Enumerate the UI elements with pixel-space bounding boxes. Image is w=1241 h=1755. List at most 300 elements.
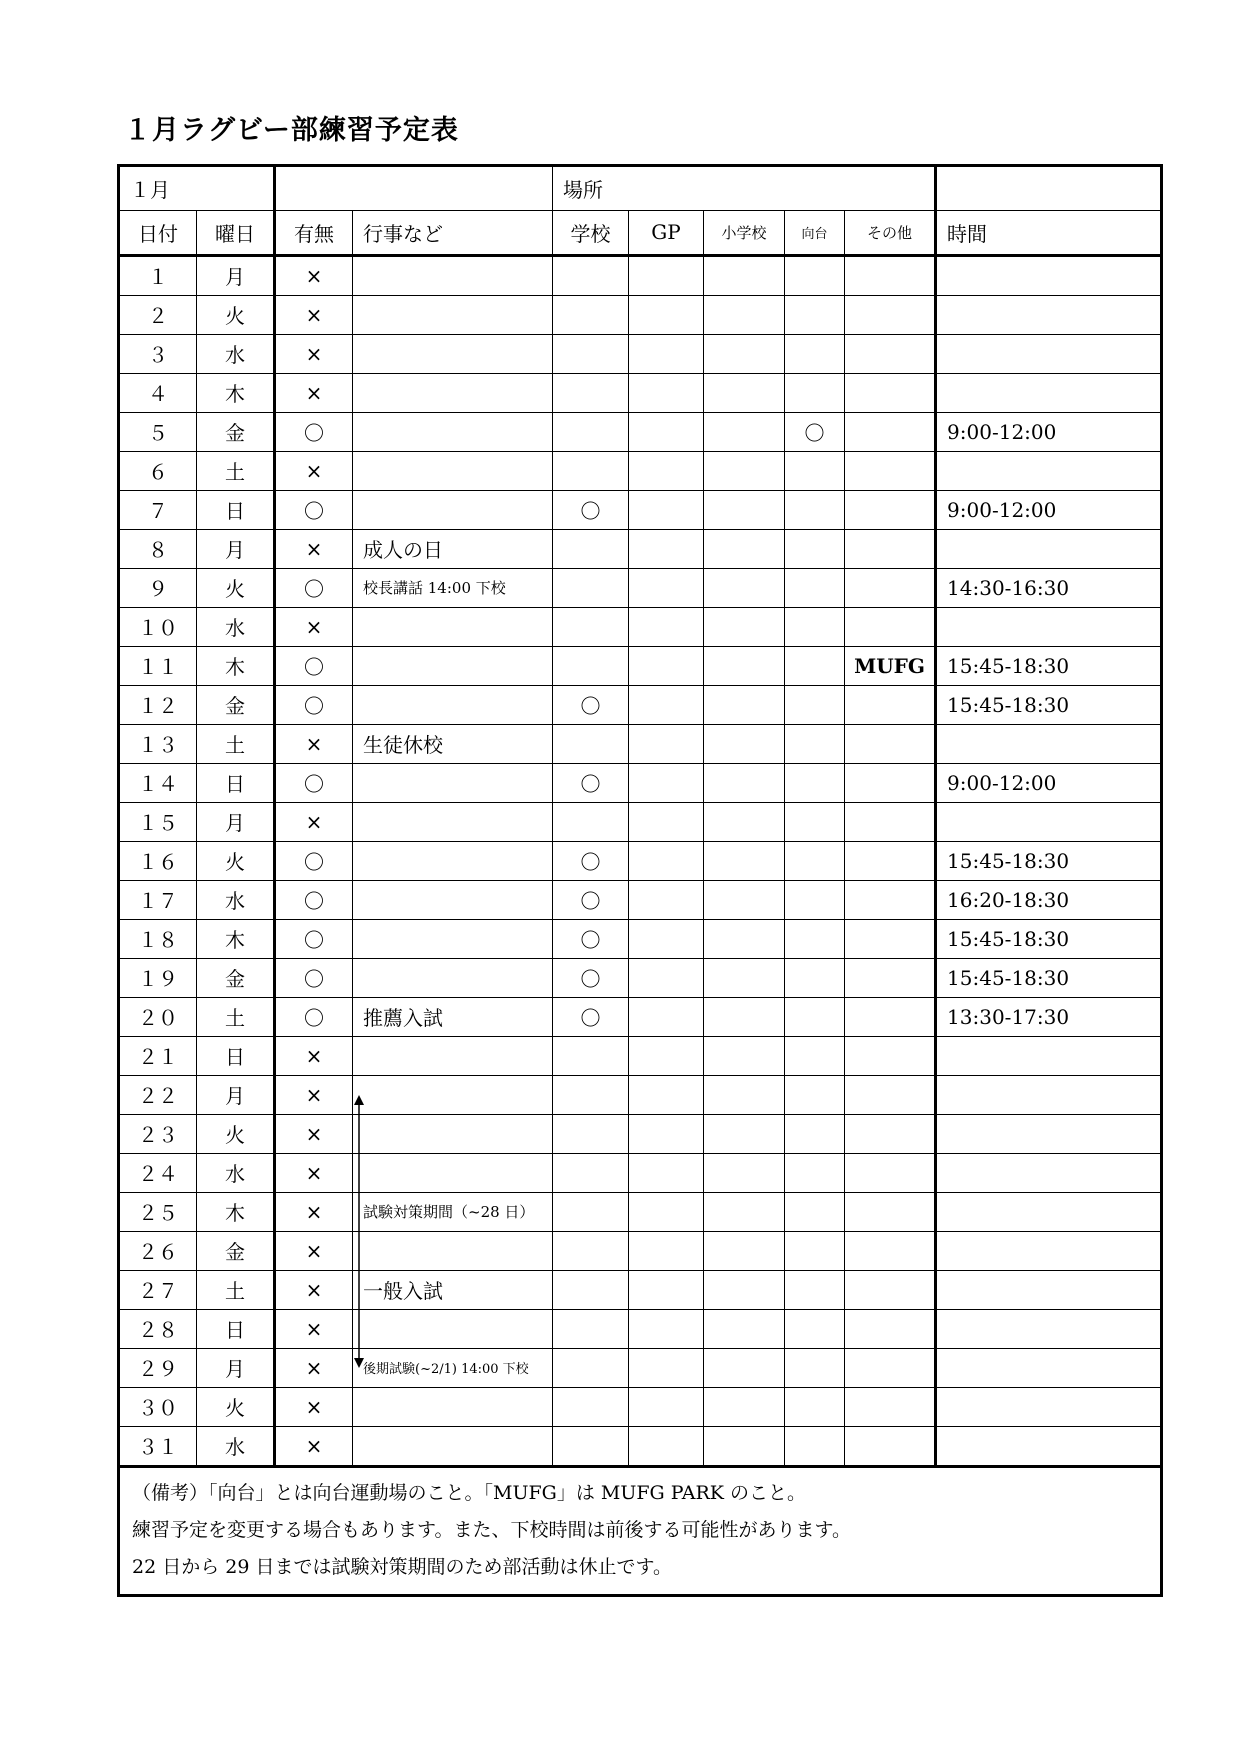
mukodai-cell [785,919,845,958]
schedule-row [119,724,1162,763]
availability-mark: × [275,802,353,841]
availability-mark: 〇 [275,919,353,958]
school-cell [553,1192,629,1231]
gp-cell [629,529,704,568]
other-cell [845,1426,936,1466]
school-cell [553,451,629,490]
schedule-row [119,997,1162,1036]
gp-cell [629,1114,704,1153]
dow-cell: 月 [197,255,275,295]
col-yn: 有無 [275,210,353,255]
time-cell [936,1036,1162,1075]
time-cell [936,1231,1162,1270]
elementary-cell [704,607,785,646]
mukodai-cell [785,1426,845,1466]
school-cell [553,1309,629,1348]
dow-cell: 水 [197,1153,275,1192]
date-cell: ９ [119,568,197,607]
school-cell [553,1153,629,1192]
date-cell: ３ [119,334,197,373]
date-cell: ２０ [119,997,197,1036]
mukodai-cell [785,1309,845,1348]
elementary-cell [704,412,785,451]
other-cell [845,958,936,997]
other-cell [845,724,936,763]
dow-cell: 月 [197,1348,275,1387]
event-cell [353,607,553,646]
time-cell [936,451,1162,490]
gp-cell [629,685,704,724]
time-cell [936,1270,1162,1309]
other-cell [845,802,936,841]
availability-mark: 〇 [275,958,353,997]
gp-cell [629,1426,704,1466]
schedule-row [119,685,1162,724]
school-cell [553,1348,629,1387]
school-cell [553,802,629,841]
date-cell: ２２ [119,1075,197,1114]
dow-cell: 月 [197,802,275,841]
schedule-row [119,490,1162,529]
availability-mark: × [275,1387,353,1426]
schedule-row [119,841,1162,880]
gp-cell [629,412,704,451]
event-cell: 成人の日 [353,529,553,568]
other-cell [845,490,936,529]
mukodai-cell [785,334,845,373]
dow-cell: 水 [197,880,275,919]
gp-cell [629,1036,704,1075]
mukodai-cell [785,802,845,841]
other-cell [845,1309,936,1348]
schedule-row [119,802,1162,841]
schedule-row [119,568,1162,607]
gp-cell [629,568,704,607]
school-cell: 〇 [553,880,629,919]
schedule-row [119,1153,1162,1192]
date-cell: ２７ [119,1270,197,1309]
date-cell: ３０ [119,1387,197,1426]
schedule-row [119,334,1162,373]
availability-mark: 〇 [275,412,353,451]
dow-cell: 水 [197,1426,275,1466]
gp-cell [629,1348,704,1387]
time-cell: 15:45-18:30 [936,919,1162,958]
date-cell: ７ [119,490,197,529]
date-cell: １１ [119,646,197,685]
time-cell [936,1114,1162,1153]
event-cell [353,490,553,529]
dow-cell: 火 [197,1387,275,1426]
availability-mark: 〇 [275,646,353,685]
time-cell [936,255,1162,295]
month-cell: １月 [119,166,275,211]
elementary-cell [704,1309,785,1348]
gp-cell [629,763,704,802]
other-cell [845,334,936,373]
event-cell [353,451,553,490]
col-event: 行事など [353,210,553,255]
event-cell [353,685,553,724]
date-cell: １８ [119,919,197,958]
mukodai-cell [785,763,845,802]
elementary-cell [704,568,785,607]
time-cell [936,1153,1162,1192]
time-cell: 9:00-12:00 [936,490,1162,529]
school-cell: 〇 [553,958,629,997]
elementary-cell [704,1114,785,1153]
gp-cell [629,880,704,919]
time-cell [936,334,1162,373]
time-cell: 14:30-16:30 [936,568,1162,607]
event-cell [353,919,553,958]
other-cell [845,1075,936,1114]
gp-cell [629,1309,704,1348]
gp-cell [629,451,704,490]
time-cell: 9:00-12:00 [936,412,1162,451]
gp-cell [629,997,704,1036]
mukodai-cell [785,724,845,763]
dow-cell: 金 [197,685,275,724]
event-cell: 推薦入試 [353,997,553,1036]
schedule-row [119,295,1162,334]
dow-cell: 金 [197,1231,275,1270]
date-cell: １５ [119,802,197,841]
availability-mark: 〇 [275,763,353,802]
other-cell [845,529,936,568]
schedule-row [119,1348,1162,1387]
availability-mark: × [275,1036,353,1075]
schedule-row [119,919,1162,958]
schedule-row [119,763,1162,802]
note-line: 練習予定を変更する場合もあります。また、下校時間は前後する可能性があります。 [132,1519,851,1542]
school-cell: 〇 [553,919,629,958]
other-cell [845,1231,936,1270]
school-cell [553,568,629,607]
event-cell [353,880,553,919]
dow-cell: 火 [197,1114,275,1153]
mukodai-cell [785,1075,845,1114]
other-cell [845,295,936,334]
mukodai-cell [785,1153,845,1192]
school-cell [553,529,629,568]
school-cell [553,646,629,685]
mukodai-cell [785,1114,845,1153]
dow-cell: 日 [197,1309,275,1348]
elementary-cell [704,880,785,919]
event-cell [353,1114,553,1153]
availability-mark: × [275,607,353,646]
availability-mark: × [275,295,353,334]
date-cell: ８ [119,529,197,568]
exam-period-arrow-icon [354,1095,364,1368]
school-cell [553,1426,629,1466]
time-cell: 9:00-12:00 [936,763,1162,802]
time-cell: 16:20-18:30 [936,880,1162,919]
dow-cell: 金 [197,958,275,997]
elementary-cell [704,1387,785,1426]
dow-cell: 日 [197,763,275,802]
date-cell: ２６ [119,1231,197,1270]
schedule-row [119,1309,1162,1348]
dow-cell: 土 [197,451,275,490]
event-cell [353,763,553,802]
col-date: 日付 [119,210,197,255]
other-cell [845,255,936,295]
availability-mark: × [275,1114,353,1153]
other-cell [845,1114,936,1153]
school-cell [553,1075,629,1114]
availability-mark: × [275,1426,353,1466]
gp-cell [629,255,704,295]
event-cell: 一般入試 [353,1270,553,1309]
school-cell: 〇 [553,841,629,880]
other-cell [845,412,936,451]
time-cell [936,802,1162,841]
elementary-cell [704,295,785,334]
gp-cell [629,724,704,763]
availability-mark: 〇 [275,997,353,1036]
blank-time-header [936,166,1162,211]
dow-cell: 土 [197,997,275,1036]
date-cell: ２３ [119,1114,197,1153]
practice-schedule-table [117,164,1163,1597]
time-cell [936,1309,1162,1348]
schedule-row [119,1036,1162,1075]
event-cell [353,802,553,841]
schedule-row [119,1231,1162,1270]
date-cell: ５ [119,412,197,451]
time-cell [936,1075,1162,1114]
schedule-row [119,529,1162,568]
date-cell: ２１ [119,1036,197,1075]
availability-mark: × [275,1192,353,1231]
other-cell [845,919,936,958]
event-cell [353,1426,553,1466]
schedule-row [119,880,1162,919]
gp-cell [629,1231,704,1270]
mukodai-cell [785,1348,845,1387]
gp-cell [629,919,704,958]
mukodai-cell [785,490,845,529]
event-cell: 校長講話 14:00 下校 [353,568,553,607]
dow-cell: 火 [197,568,275,607]
schedule-row [119,373,1162,412]
school-cell [553,1231,629,1270]
schedule-row [119,1192,1162,1231]
date-cell: ２５ [119,1192,197,1231]
gp-cell [629,1153,704,1192]
dow-cell: 日 [197,490,275,529]
mukodai-cell [785,685,845,724]
school-cell [553,373,629,412]
gp-cell [629,334,704,373]
school-cell [553,412,629,451]
date-cell: ２９ [119,1348,197,1387]
schedule-row [119,412,1162,451]
col-elementary: 小学校 [704,210,785,255]
event-cell: 後期試験(~2/1) 14:00 下校 [353,1348,553,1387]
col-mukodai: 向台 [785,210,845,255]
elementary-cell [704,919,785,958]
dow-cell: 月 [197,529,275,568]
time-cell [936,295,1162,334]
other-cell [845,373,936,412]
schedule-row [119,1387,1162,1426]
school-cell [553,607,629,646]
other-cell [845,997,936,1036]
availability-mark: 〇 [275,880,353,919]
event-cell [353,412,553,451]
date-cell: １０ [119,607,197,646]
mukodai-cell [785,295,845,334]
dow-cell: 水 [197,334,275,373]
elementary-cell [704,802,785,841]
schedule-row [119,607,1162,646]
date-cell: ３１ [119,1426,197,1466]
event-cell [353,1036,553,1075]
gp-cell [629,802,704,841]
availability-mark: 〇 [275,568,353,607]
school-cell: 〇 [553,763,629,802]
col-time: 時間 [936,210,1162,255]
time-cell: 15:45-18:30 [936,958,1162,997]
col-dow: 曜日 [197,210,275,255]
page-title: １月ラグビー部練習予定表 [124,115,459,146]
date-cell: １７ [119,880,197,919]
header-row-columns [119,210,1162,255]
other-cell [845,568,936,607]
mukodai-cell [785,1036,845,1075]
other-cell [845,1270,936,1309]
schedule-row [119,255,1162,295]
event-cell [353,1153,553,1192]
school-cell [553,1270,629,1309]
mukodai-cell [785,568,845,607]
elementary-cell [704,490,785,529]
school-cell [553,1387,629,1426]
availability-mark: 〇 [275,685,353,724]
gp-cell [629,607,704,646]
dow-cell: 日 [197,1036,275,1075]
other-cell [845,1387,936,1426]
col-gp: GP [629,210,704,255]
elementary-cell [704,1036,785,1075]
mukodai-cell [785,373,845,412]
gp-cell [629,958,704,997]
time-cell: 13:30-17:30 [936,997,1162,1036]
event-cell [353,1231,553,1270]
schedule-row [119,646,1162,685]
schedule-row [119,958,1162,997]
event-cell [353,646,553,685]
elementary-cell [704,1270,785,1309]
school-cell [553,295,629,334]
date-cell: １４ [119,763,197,802]
dow-cell: 木 [197,646,275,685]
school-cell [553,334,629,373]
elementary-cell [704,373,785,412]
other-cell [845,841,936,880]
school-cell [553,255,629,295]
gp-cell [629,1075,704,1114]
date-cell: １６ [119,841,197,880]
dow-cell: 火 [197,295,275,334]
schedule-row [119,451,1162,490]
time-cell: 15:45-18:30 [936,646,1162,685]
elementary-cell [704,1153,785,1192]
availability-mark: × [275,1270,353,1309]
elementary-cell [704,841,785,880]
col-other: その他 [845,210,936,255]
availability-mark: × [275,1348,353,1387]
other-cell [845,685,936,724]
availability-mark: × [275,724,353,763]
time-cell [936,1192,1162,1231]
school-cell: 〇 [553,490,629,529]
mukodai-cell [785,529,845,568]
elementary-cell [704,763,785,802]
gp-cell [629,1192,704,1231]
availability-mark: × [275,1153,353,1192]
col-school: 学校 [553,210,629,255]
note-line: 22 日から 29 日までは試験対策期間のため部活動は休止です。 [132,1556,672,1579]
mukodai-cell [785,1231,845,1270]
elementary-cell [704,1231,785,1270]
school-cell [553,1036,629,1075]
location-header: 場所 [553,166,936,211]
time-cell [936,724,1162,763]
other-cell [845,1153,936,1192]
availability-mark: 〇 [275,841,353,880]
event-cell [353,958,553,997]
event-cell: 生徒休校 [353,724,553,763]
time-cell: 15:45-18:30 [936,841,1162,880]
other-cell: MUFG [845,646,936,685]
availability-mark: 〇 [275,490,353,529]
elementary-cell [704,1426,785,1466]
time-cell [936,529,1162,568]
event-cell [353,1387,553,1426]
dow-cell: 土 [197,724,275,763]
header-row-top [119,166,1162,211]
gp-cell [629,841,704,880]
gp-cell [629,373,704,412]
dow-cell: 土 [197,1270,275,1309]
time-cell [936,373,1162,412]
availability-mark: × [275,529,353,568]
availability-mark: × [275,373,353,412]
schedule-row [119,1426,1162,1466]
date-cell: ６ [119,451,197,490]
mukodai-cell [785,1387,845,1426]
dow-cell: 水 [197,607,275,646]
gp-cell [629,1270,704,1309]
time-cell [936,1387,1162,1426]
school-cell: 〇 [553,685,629,724]
elementary-cell [704,334,785,373]
mukodai-cell [785,607,845,646]
date-cell: １２ [119,685,197,724]
availability-mark: × [275,1231,353,1270]
other-cell [845,880,936,919]
school-cell [553,724,629,763]
time-cell [936,1426,1162,1466]
availability-mark: × [275,1309,353,1348]
elementary-cell [704,958,785,997]
gp-cell [629,295,704,334]
date-cell: ２ [119,295,197,334]
